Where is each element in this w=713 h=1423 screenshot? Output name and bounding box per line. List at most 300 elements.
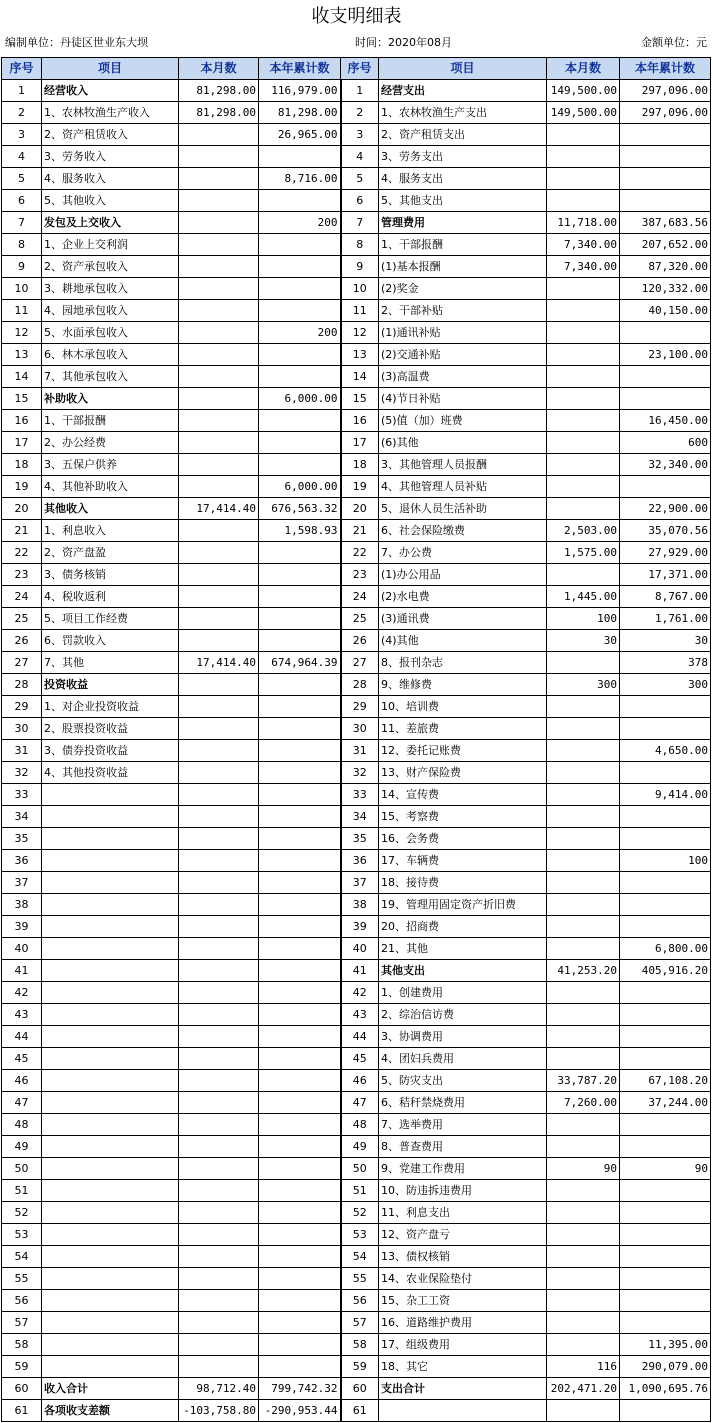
expense-ytd-cell — [620, 146, 711, 168]
expense-seq-cell: 32 — [341, 762, 379, 784]
income-item-cell — [42, 1224, 179, 1246]
expense-seq-cell: 21 — [341, 520, 379, 542]
income-month-cell: -103,758.80 — [179, 1400, 259, 1422]
expense-month-cell — [547, 1202, 620, 1224]
expense-item-cell: 7、选举费用 — [379, 1114, 547, 1136]
income-item-cell — [42, 982, 179, 1004]
income-ytd-cell — [259, 608, 341, 630]
table-row — [2, 960, 711, 982]
expense-month-cell — [547, 806, 620, 828]
expense-seq-cell: 38 — [341, 894, 379, 916]
income-seq-cell: 39 — [2, 916, 42, 938]
expense-month-cell — [547, 1004, 620, 1026]
expense-month-cell — [547, 1290, 620, 1312]
income-ytd-cell: 200 — [259, 322, 341, 344]
income-month-cell — [179, 960, 259, 982]
income-item-cell — [42, 850, 179, 872]
income-month-cell — [179, 234, 259, 256]
income-ytd-cell: 674,964.39 — [259, 652, 341, 674]
table-row — [2, 278, 711, 300]
income-ytd-cell — [259, 1180, 341, 1202]
income-seq-cell: 5 — [2, 168, 42, 190]
table-row — [2, 1136, 711, 1158]
expense-item-cell: 10、防违拆违费用 — [379, 1180, 547, 1202]
income-month-cell — [179, 784, 259, 806]
expense-ytd-cell — [620, 1246, 711, 1268]
income-ytd-cell — [259, 432, 341, 454]
table-row — [2, 1246, 711, 1268]
expense-month-cell — [547, 762, 620, 784]
income-month-cell — [179, 168, 259, 190]
expense-item-cell: 18、其它 — [379, 1356, 547, 1378]
expense-ytd-cell — [620, 1004, 711, 1026]
income-seq-cell: 42 — [2, 982, 42, 1004]
expense-ytd-cell — [620, 872, 711, 894]
expense-seq-cell: 37 — [341, 872, 379, 894]
expense-month-cell — [547, 1026, 620, 1048]
income-ytd-cell — [259, 1158, 341, 1180]
table-row — [2, 674, 711, 696]
expense-seq-cell: 1 — [341, 80, 379, 102]
income-ytd-cell — [259, 586, 341, 608]
expense-ytd-cell — [620, 322, 711, 344]
income-ytd-cell — [259, 234, 341, 256]
income-month-cell — [179, 916, 259, 938]
expense-item-cell: 3、劳务支出 — [379, 146, 547, 168]
income-seq-cell: 50 — [2, 1158, 42, 1180]
income-item-cell — [42, 960, 179, 982]
income-ytd-cell — [259, 718, 341, 740]
income-month-cell — [179, 872, 259, 894]
expense-ytd-cell: 16,450.00 — [620, 410, 711, 432]
income-seq-cell: 2 — [2, 102, 42, 124]
expense-month-cell: 7,260.00 — [547, 1092, 620, 1114]
income-month-cell — [179, 696, 259, 718]
expense-seq-cell: 19 — [341, 476, 379, 498]
income-month-cell: 17,414.40 — [179, 498, 259, 520]
expense-month-cell — [547, 784, 620, 806]
income-ytd-cell: 116,979.00 — [259, 80, 341, 102]
expense-month-cell — [547, 894, 620, 916]
income-item-cell — [42, 1356, 179, 1378]
expense-ytd-cell — [620, 718, 711, 740]
income-ytd-cell — [259, 1114, 341, 1136]
expense-month-cell — [547, 366, 620, 388]
expense-item-cell: 1、创建费用 — [379, 982, 547, 1004]
header-item-left: 项目 — [42, 58, 179, 80]
income-seq-cell: 59 — [2, 1356, 42, 1378]
expense-item-cell: 11、利息支出 — [379, 1202, 547, 1224]
expense-ytd-cell — [620, 1312, 711, 1334]
table-row — [2, 806, 711, 828]
expense-month-cell — [547, 652, 620, 674]
income-item-cell: 3、五保户供养 — [42, 454, 179, 476]
income-item-cell: 各项收支差额 — [42, 1400, 179, 1422]
expense-ytd-cell: 9,414.00 — [620, 784, 711, 806]
table-row — [2, 1114, 711, 1136]
table-row — [2, 212, 711, 234]
expense-month-cell — [547, 124, 620, 146]
income-month-cell — [179, 1356, 259, 1378]
expense-month-cell: 33,787.20 — [547, 1070, 620, 1092]
expense-month-cell — [547, 1400, 620, 1422]
income-item-cell — [42, 828, 179, 850]
income-month-cell — [179, 1026, 259, 1048]
income-seq-cell: 28 — [2, 674, 42, 696]
income-seq-cell: 19 — [2, 476, 42, 498]
income-seq-cell: 13 — [2, 344, 42, 366]
income-month-cell — [179, 212, 259, 234]
expense-item-cell: 8、报刊杂志 — [379, 652, 547, 674]
expense-item-cell: 5、防灾支出 — [379, 1070, 547, 1092]
expense-month-cell: 1,445.00 — [547, 586, 620, 608]
income-ytd-cell — [259, 1070, 341, 1092]
expense-item-cell: 1、干部报酬 — [379, 234, 547, 256]
header-month-left: 本月数 — [179, 58, 259, 80]
expense-seq-cell: 30 — [341, 718, 379, 740]
income-month-cell — [179, 1268, 259, 1290]
expense-month-cell — [547, 410, 620, 432]
income-item-cell: 1、干部报酬 — [42, 410, 179, 432]
expense-seq-cell: 18 — [341, 454, 379, 476]
income-item-cell: 1、利息收入 — [42, 520, 179, 542]
expense-month-cell: 11,718.00 — [547, 212, 620, 234]
income-seq-cell: 7 — [2, 212, 42, 234]
expense-item-cell: 3、其他管理人员报酬 — [379, 454, 547, 476]
expense-seq-cell: 14 — [341, 366, 379, 388]
expense-ytd-cell: 378 — [620, 652, 711, 674]
expense-seq-cell: 5 — [341, 168, 379, 190]
expense-month-cell — [547, 1048, 620, 1070]
expense-ytd-cell — [620, 1026, 711, 1048]
income-seq-cell: 36 — [2, 850, 42, 872]
income-item-cell — [42, 1004, 179, 1026]
expense-item-cell: (1)办公用品 — [379, 564, 547, 586]
income-month-cell — [179, 564, 259, 586]
expense-item-cell: 4、服务支出 — [379, 168, 547, 190]
expense-month-cell — [547, 168, 620, 190]
expense-seq-cell: 46 — [341, 1070, 379, 1092]
expense-seq-cell: 39 — [341, 916, 379, 938]
expense-item-cell: 2、综治信访费 — [379, 1004, 547, 1026]
income-item-cell: 5、其他收入 — [42, 190, 179, 212]
expense-ytd-cell — [620, 1136, 711, 1158]
income-month-cell — [179, 718, 259, 740]
income-month-cell — [179, 1004, 259, 1026]
expense-item-cell: 13、债权核销 — [379, 1246, 547, 1268]
table-row — [2, 938, 711, 960]
expense-seq-cell: 2 — [341, 102, 379, 124]
income-month-cell — [179, 630, 259, 652]
table-row — [2, 498, 711, 520]
expense-ytd-cell — [620, 828, 711, 850]
table-row — [2, 652, 711, 674]
expense-ytd-cell: 1,761.00 — [620, 608, 711, 630]
expense-ytd-cell — [620, 1202, 711, 1224]
income-seq-cell: 41 — [2, 960, 42, 982]
table-row — [2, 564, 711, 586]
expense-ytd-cell: 35,070.56 — [620, 520, 711, 542]
income-seq-cell: 30 — [2, 718, 42, 740]
income-month-cell — [179, 410, 259, 432]
income-ytd-cell — [259, 1048, 341, 1070]
expense-item-cell: (3)高温费 — [379, 366, 547, 388]
income-ytd-cell — [259, 410, 341, 432]
income-month-cell — [179, 608, 259, 630]
expense-ytd-cell — [620, 124, 711, 146]
income-seq-cell: 31 — [2, 740, 42, 762]
income-month-cell — [179, 300, 259, 322]
income-seq-cell: 17 — [2, 432, 42, 454]
income-month-cell — [179, 674, 259, 696]
expense-month-cell: 7,340.00 — [547, 234, 620, 256]
income-item-cell: 发包及上交收入 — [42, 212, 179, 234]
expense-month-cell — [547, 1180, 620, 1202]
table-row — [2, 366, 711, 388]
expense-month-cell — [547, 476, 620, 498]
expense-item-cell: 其他支出 — [379, 960, 547, 982]
expense-item-cell: 16、道路维护费用 — [379, 1312, 547, 1334]
income-item-cell — [42, 872, 179, 894]
expense-ytd-cell: 300 — [620, 674, 711, 696]
expense-item-cell: 14、宣传费 — [379, 784, 547, 806]
table-row — [2, 1158, 711, 1180]
expense-ytd-cell: 4,650.00 — [620, 740, 711, 762]
expense-seq-cell: 35 — [341, 828, 379, 850]
expense-ytd-cell — [620, 190, 711, 212]
expense-month-cell — [547, 828, 620, 850]
expense-month-cell — [547, 564, 620, 586]
expense-item-cell: (1)通讯补贴 — [379, 322, 547, 344]
income-month-cell — [179, 1290, 259, 1312]
expense-month-cell — [547, 1268, 620, 1290]
table-row — [2, 696, 711, 718]
expense-ytd-cell — [620, 916, 711, 938]
expense-month-cell — [547, 388, 620, 410]
income-item-cell — [42, 1136, 179, 1158]
table-row — [2, 388, 711, 410]
income-month-cell: 81,298.00 — [179, 102, 259, 124]
income-item-cell: 4、税收返利 — [42, 586, 179, 608]
expense-item-cell: (6)其他 — [379, 432, 547, 454]
expense-ytd-cell: 32,340.00 — [620, 454, 711, 476]
expense-ytd-cell: 120,332.00 — [620, 278, 711, 300]
income-ytd-cell — [259, 190, 341, 212]
income-month-cell — [179, 740, 259, 762]
expense-ytd-cell — [620, 1180, 711, 1202]
expense-item-cell: 14、农业保险垫付 — [379, 1268, 547, 1290]
income-seq-cell: 18 — [2, 454, 42, 476]
income-month-cell — [179, 806, 259, 828]
expense-month-cell — [547, 850, 620, 872]
expense-month-cell: 7,340.00 — [547, 256, 620, 278]
table-row — [2, 872, 711, 894]
income-month-cell: 81,298.00 — [179, 80, 259, 102]
expense-seq-cell: 36 — [341, 850, 379, 872]
income-ytd-cell — [259, 916, 341, 938]
income-ytd-cell — [259, 1092, 341, 1114]
income-seq-cell: 37 — [2, 872, 42, 894]
table-row — [2, 102, 711, 124]
expense-month-cell — [547, 916, 620, 938]
income-item-cell: 7、其他承包收入 — [42, 366, 179, 388]
income-ytd-cell — [259, 256, 341, 278]
expense-item-cell — [379, 1400, 547, 1422]
expense-item-cell: 支出合计 — [379, 1378, 547, 1400]
expense-ytd-cell — [620, 982, 711, 1004]
income-month-cell — [179, 1180, 259, 1202]
income-seq-cell: 52 — [2, 1202, 42, 1224]
expense-month-cell: 41,253.20 — [547, 960, 620, 982]
expense-item-cell: 11、差旅费 — [379, 718, 547, 740]
expense-month-cell — [547, 344, 620, 366]
income-ytd-cell — [259, 1202, 341, 1224]
expense-month-cell — [547, 278, 620, 300]
table-row — [2, 586, 711, 608]
income-seq-cell: 51 — [2, 1180, 42, 1202]
income-ytd-cell — [259, 982, 341, 1004]
expense-item-cell: 15、杂工工资 — [379, 1290, 547, 1312]
income-month-cell — [179, 520, 259, 542]
expense-month-cell: 90 — [547, 1158, 620, 1180]
expense-item-cell: 3、协调费用 — [379, 1026, 547, 1048]
income-ytd-cell: -290,953.44 — [259, 1400, 341, 1422]
expense-item-cell: 17、车辆费 — [379, 850, 547, 872]
income-month-cell — [179, 190, 259, 212]
header-item-right: 项目 — [379, 58, 547, 80]
income-seq-cell: 46 — [2, 1070, 42, 1092]
table-row — [2, 1224, 711, 1246]
table-row — [2, 828, 711, 850]
expense-item-cell: 4、团妇兵费用 — [379, 1048, 547, 1070]
expense-item-cell: (3)通讯费 — [379, 608, 547, 630]
expense-item-cell: (2)奖金 — [379, 278, 547, 300]
income-item-cell — [42, 1268, 179, 1290]
expense-seq-cell: 29 — [341, 696, 379, 718]
expense-month-cell — [547, 1224, 620, 1246]
income-month-cell — [179, 454, 259, 476]
income-item-cell: 收入合计 — [42, 1378, 179, 1400]
header-ytd-right: 本年累计数 — [620, 58, 711, 80]
income-item-cell: 2、股票投资收益 — [42, 718, 179, 740]
expense-item-cell: 15、考察费 — [379, 806, 547, 828]
table-row — [2, 1004, 711, 1026]
income-item-cell: 4、园地承包收入 — [42, 300, 179, 322]
table-row — [2, 1048, 711, 1070]
income-month-cell — [179, 938, 259, 960]
income-item-cell — [42, 916, 179, 938]
expense-seq-cell: 59 — [341, 1356, 379, 1378]
expense-month-cell: 149,500.00 — [547, 102, 620, 124]
expense-seq-cell: 52 — [341, 1202, 379, 1224]
expense-seq-cell: 9 — [341, 256, 379, 278]
expense-month-cell — [547, 454, 620, 476]
income-seq-cell: 47 — [2, 1092, 42, 1114]
income-item-cell: 6、林木承包收入 — [42, 344, 179, 366]
expense-item-cell: 12、资产盘亏 — [379, 1224, 547, 1246]
expense-ytd-cell: 67,108.20 — [620, 1070, 711, 1092]
income-ytd-cell — [259, 1290, 341, 1312]
income-month-cell: 98,712.40 — [179, 1378, 259, 1400]
report-period: 时间：2020年08月 — [355, 36, 452, 49]
header-month-right: 本月数 — [547, 58, 620, 80]
table-row — [2, 344, 711, 366]
table-row — [2, 1356, 711, 1378]
income-item-cell — [42, 1180, 179, 1202]
income-seq-cell: 16 — [2, 410, 42, 432]
income-month-cell — [179, 586, 259, 608]
income-ytd-cell: 1,598.93 — [259, 520, 341, 542]
expense-ytd-cell — [620, 1400, 711, 1422]
income-seq-cell: 61 — [2, 1400, 42, 1422]
expense-ytd-cell: 297,096.00 — [620, 102, 711, 124]
expense-ytd-cell: 40,150.00 — [620, 300, 711, 322]
expense-ytd-cell: 37,244.00 — [620, 1092, 711, 1114]
expense-seq-cell: 61 — [341, 1400, 379, 1422]
income-seq-cell: 8 — [2, 234, 42, 256]
income-ytd-cell — [259, 366, 341, 388]
expense-month-cell: 149,500.00 — [547, 80, 620, 102]
expense-ytd-cell: 405,916.20 — [620, 960, 711, 982]
table-row — [2, 322, 711, 344]
income-seq-cell: 21 — [2, 520, 42, 542]
income-ytd-cell — [259, 344, 341, 366]
expense-seq-cell: 56 — [341, 1290, 379, 1312]
income-ytd-cell — [259, 1136, 341, 1158]
income-month-cell — [179, 850, 259, 872]
expense-seq-cell: 60 — [341, 1378, 379, 1400]
income-ytd-cell: 799,742.32 — [259, 1378, 341, 1400]
income-item-cell: 3、耕地承包收入 — [42, 278, 179, 300]
income-seq-cell: 23 — [2, 564, 42, 586]
table-row — [2, 410, 711, 432]
expense-ytd-cell: 6,800.00 — [620, 938, 711, 960]
expense-ytd-cell — [620, 762, 711, 784]
expense-ytd-cell — [620, 388, 711, 410]
header-seq-left: 序号 — [2, 58, 42, 80]
table-row — [2, 168, 711, 190]
expense-item-cell: 8、普查费用 — [379, 1136, 547, 1158]
income-ytd-cell — [259, 1356, 341, 1378]
table-row — [2, 630, 711, 652]
income-item-cell: 1、农林牧渔生产收入 — [42, 102, 179, 124]
expense-ytd-cell: 87,320.00 — [620, 256, 711, 278]
income-item-cell: 经营收入 — [42, 80, 179, 102]
header-ytd-left: 本年累计数 — [259, 58, 341, 80]
expense-seq-cell: 3 — [341, 124, 379, 146]
expense-month-cell — [547, 1312, 620, 1334]
expense-ytd-cell — [620, 1290, 711, 1312]
expense-item-cell: 19、管理用固定资产折旧费 — [379, 894, 547, 916]
income-month-cell — [179, 762, 259, 784]
expense-seq-cell: 26 — [341, 630, 379, 652]
income-ytd-cell — [259, 454, 341, 476]
expense-seq-cell: 8 — [341, 234, 379, 256]
expense-item-cell: 4、其他管理人员补贴 — [379, 476, 547, 498]
income-item-cell: 6、罚款收入 — [42, 630, 179, 652]
page-title: 收支明细表 — [311, 6, 402, 27]
expense-item-cell: 12、委托记账费 — [379, 740, 547, 762]
income-expense-table — [1, 57, 711, 1422]
income-seq-cell: 20 — [2, 498, 42, 520]
income-item-cell: 4、其他补助收入 — [42, 476, 179, 498]
expense-item-cell: 17、组级费用 — [379, 1334, 547, 1356]
expense-seq-cell: 12 — [341, 322, 379, 344]
income-seq-cell: 14 — [2, 366, 42, 388]
income-seq-cell: 4 — [2, 146, 42, 168]
expense-ytd-cell — [620, 1114, 711, 1136]
table-row — [2, 740, 711, 762]
